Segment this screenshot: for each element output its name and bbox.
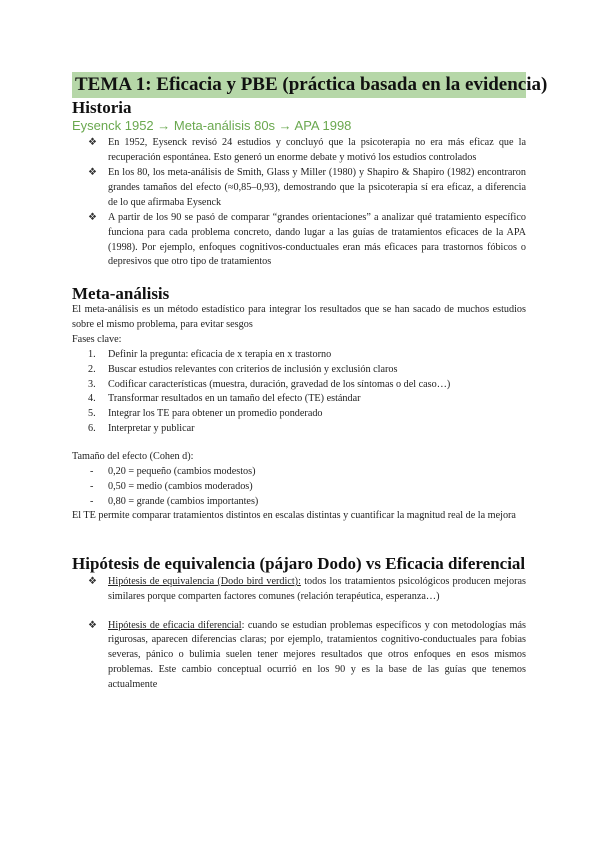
diamond-bullet-icon: ❖ [88, 137, 97, 148]
dash-bullet-icon: - [90, 480, 94, 492]
term-eficacia-diferencial: Hipótesis de eficacia diferencial [108, 619, 242, 631]
list-item: 4. Transformar resultados en un tamaño del efecto (TE) estándar [88, 393, 361, 405]
list-item: - 0,80 = grande (cambios importantes) [90, 495, 526, 510]
historia-bullet-list [88, 136, 526, 271]
list-item: ❖ En los 80, los meta-análisis de Smith, Glass y Miller (1980) y Shapiro & Shapiro (1982) encontraron grandes tamaños del efecto (≈0,85–0,93), demostrando que la psicoterapia sí era eficaz, a diferencia de lo que afirmaba Eysenck [88, 167, 526, 208]
list-item: ❖ Hipótesis de equivalencia (Dodo bird verdict): todos los tratamientos psicológicos producen mejoras similares porque comparten factores comunes (relación terapéutica, esperanza…) [88, 576, 526, 602]
list-item: 2. Buscar estudios relevantes con criterios de inclusión y exclusión claros [88, 363, 398, 375]
dash-bullet-icon: - [90, 466, 94, 477]
dash-bullet-icon: - [90, 495, 94, 507]
list-item: 3. Codificar características (muestra, duración, gravedad de los síntomas o del caso…) [88, 378, 451, 390]
meta-intro-paragraph: El meta-análisis es un método estadístico para integrar los resultados que se han sacado de muchos estudios sobre el mismo problema, para evitar sesgos [72, 304, 526, 330]
section-heading-historia: Historia [72, 98, 132, 117]
term-equivalencia: Hipótesis de equivalencia (Dodo bird verdict): [108, 576, 301, 587]
section-heading-hipotesis: Hipótesis de equivalencia (pájaro Dodo) vs Eficacia diferencial [72, 554, 526, 573]
meta-conclusion-paragraph: El TE permite comparar tratamientos distintos en escalas distintas y cuantificar la magnitud real de la mejora [72, 510, 516, 521]
effect-size-list [90, 465, 526, 509]
phases-list [88, 348, 526, 437]
diamond-bullet-icon: ❖ [88, 167, 97, 179]
historia-subtitle: Eysenck 1952 → Meta-análisis 80s → APA 1998 [72, 118, 352, 133]
section-heading-meta-analisis: Meta-análisis [72, 284, 170, 303]
diamond-bullet-icon: ❖ [88, 619, 97, 631]
list-item: 6. Interpretar y publicar [88, 422, 195, 434]
list-item: - 0,20 = pequeño (cambios modestos) [90, 465, 526, 480]
phases-label: Fases clave: [72, 334, 122, 345]
diamond-bullet-icon: ❖ [88, 576, 97, 587]
list-item: - 0,50 = medio (cambios moderados) [90, 480, 526, 495]
hipotesis-bullet-list [88, 575, 526, 693]
list-item: 1. Definir la pregunta: eficacia de x terapia en x trastorno [88, 349, 332, 360]
diamond-bullet-icon: ❖ [88, 211, 97, 223]
page-title: TEMA 1: Eficacia y PBE (práctica basada en la evidencia) [72, 72, 526, 98]
effect-size-label: Tamaño del efecto (Cohen d): [72, 451, 194, 462]
list-item: 5. Integrar los TE para obtener un promedio ponderado [88, 408, 323, 420]
list-item: ❖ En 1952, Eysenck revisó 24 estudios y concluyó que la psicoterapia no era más eficaz que la recuperación espontánea. Esto generó un enorme debate y motivó los estudios controlados [88, 137, 526, 163]
list-item: ❖ Hipótesis de eficacia diferencial: cuando se estudian problemas específicos y con metodologías más rigurosas, aparecen diferencias claras; por ejemplo, tratamientos cognitivo-conductuales para fobias severas, pánico o bulimia suelen tener mejores resultados que otros enfoques en esos mismos problemas. Este cambio conceptual ocurrió en los 90 y es la base de las guías que tenemos actualmente [88, 619, 526, 690]
list-item: ❖ A partir de los 90 se pasó de comparar “grandes orientaciones” a analizar qué tratamiento específico funciona para cada problema concreto, dando lugar a las guías de tratamientos eficaces de la APA (1998). Por ejemplo, enfoques cognitivos-conductuales eran más eficaces para trastornos fóbicos o depresivos que otro tipo de tratamientos [88, 211, 526, 268]
